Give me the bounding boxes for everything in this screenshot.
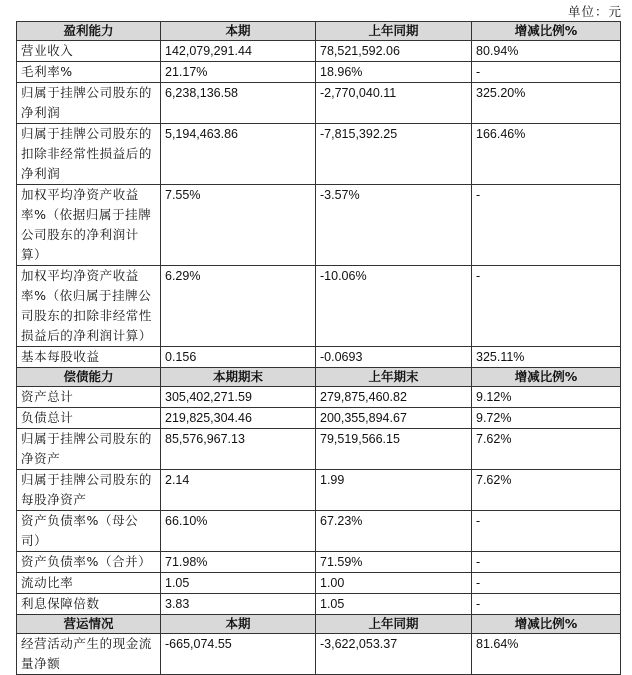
current-value: 6,238,136.58: [161, 83, 316, 124]
table-row: [17, 83, 621, 124]
previous-value: 67.23%: [316, 511, 472, 552]
row-label: 营业收入: [17, 41, 161, 62]
row-label: 利息保障倍数: [17, 594, 161, 615]
previous-value: 79,519,566.15: [316, 429, 472, 470]
previous-value: 1.05: [316, 594, 472, 615]
current-value: 2.14: [161, 470, 316, 511]
previous-value: 1.99: [316, 470, 472, 511]
previous-value: -10.06%: [316, 266, 472, 347]
table-row: [17, 594, 621, 615]
change-value: -: [472, 62, 621, 83]
previous-value: -3.57%: [316, 185, 472, 266]
table-row: [17, 347, 621, 368]
header-cell: 本期期末: [161, 368, 316, 387]
row-label: 流动比率: [17, 573, 161, 594]
current-value: 66.10%: [161, 511, 316, 552]
previous-value: 18.96%: [316, 62, 472, 83]
change-value: 166.46%: [472, 124, 621, 185]
header-cell: 增减比例%: [472, 368, 621, 387]
previous-value: -7,815,392.25: [316, 124, 472, 185]
row-label: 基本每股收益: [17, 347, 161, 368]
current-value: 21.17%: [161, 62, 316, 83]
change-value: -: [472, 511, 621, 552]
change-value: -: [472, 573, 621, 594]
change-value: 80.94%: [472, 41, 621, 62]
table-row: [17, 62, 621, 83]
previous-value: 200,355,894.67: [316, 408, 472, 429]
row-label: 经营活动产生的现金流量净额: [17, 634, 161, 675]
current-value: 6.29%: [161, 266, 316, 347]
financial-indicators-table: [16, 21, 621, 675]
current-value: 142,079,291.44: [161, 41, 316, 62]
change-value: -: [472, 594, 621, 615]
table-row: [17, 634, 621, 675]
change-value: 325.11%: [472, 347, 621, 368]
change-value: 9.12%: [472, 387, 621, 408]
change-value: 325.20%: [472, 83, 621, 124]
current-value: 7.55%: [161, 185, 316, 266]
current-value: -665,074.55: [161, 634, 316, 675]
previous-value: 279,875,460.82: [316, 387, 472, 408]
row-label: 资产负债率%（合并）: [17, 552, 161, 573]
table-row: [17, 266, 621, 347]
header-cell: 偿债能力: [17, 368, 161, 387]
change-value: 7.62%: [472, 429, 621, 470]
change-value: 7.62%: [472, 470, 621, 511]
table-row: [17, 511, 621, 552]
row-label: 归属于挂牌公司股东的净利润: [17, 83, 161, 124]
header-cell: 上年同期: [316, 615, 472, 634]
header-cell: 增减比例%: [472, 615, 621, 634]
previous-value: -0.0693: [316, 347, 472, 368]
section-header-operations: [17, 615, 621, 634]
row-label: 归属于挂牌公司股东的净资产: [17, 429, 161, 470]
header-cell: 增减比例%: [472, 22, 621, 41]
change-value: -: [472, 552, 621, 573]
header-cell: 盈利能力: [17, 22, 161, 41]
previous-value: -2,770,040.11: [316, 83, 472, 124]
change-value: 81.64%: [472, 634, 621, 675]
change-value: -: [472, 266, 621, 347]
row-label: 归属于挂牌公司股东的每股净资产: [17, 470, 161, 511]
header-cell: 营运情况: [17, 615, 161, 634]
row-label: 加权平均净资产收益率%（依据归属于挂牌公司股东的净利润计算）: [17, 185, 161, 266]
header-cell: 上年期末: [316, 368, 472, 387]
section-header-solvency: [17, 368, 621, 387]
current-value: 1.05: [161, 573, 316, 594]
current-value: 0.156: [161, 347, 316, 368]
row-label: 归属于挂牌公司股东的扣除非经常性损益后的净利润: [17, 124, 161, 185]
header-cell: 上年同期: [316, 22, 472, 41]
change-value: 9.72%: [472, 408, 621, 429]
table-row: [17, 552, 621, 573]
row-label: 毛利率%: [17, 62, 161, 83]
table-row: [17, 185, 621, 266]
header-cell: 本期: [161, 22, 316, 41]
table-row: [17, 470, 621, 511]
change-value: -: [472, 185, 621, 266]
section-header-profitability: [17, 22, 621, 41]
table-row: [17, 124, 621, 185]
previous-value: -3,622,053.37: [316, 634, 472, 675]
table-row: [17, 408, 621, 429]
row-label: 负债总计: [17, 408, 161, 429]
current-value: 3.83: [161, 594, 316, 615]
table-row: [17, 573, 621, 594]
current-value: 85,576,967.13: [161, 429, 316, 470]
current-value: 219,825,304.46: [161, 408, 316, 429]
row-label: 资产负债率%（母公司）: [17, 511, 161, 552]
table-row: [17, 429, 621, 470]
row-label: 加权平均净资产收益率%（依归属于挂牌公司股东的扣除非经常性损益后的净利润计算）: [17, 266, 161, 347]
table-row: [17, 41, 621, 62]
current-value: 71.98%: [161, 552, 316, 573]
header-cell: 本期: [161, 615, 316, 634]
current-value: 305,402,271.59: [161, 387, 316, 408]
previous-value: 71.59%: [316, 552, 472, 573]
row-label: 资产总计: [17, 387, 161, 408]
previous-value: 1.00: [316, 573, 472, 594]
current-value: 5,194,463.86: [161, 124, 316, 185]
previous-value: 78,521,592.06: [316, 41, 472, 62]
table-row: [17, 387, 621, 408]
unit-label: 单位：元: [567, 4, 622, 19]
